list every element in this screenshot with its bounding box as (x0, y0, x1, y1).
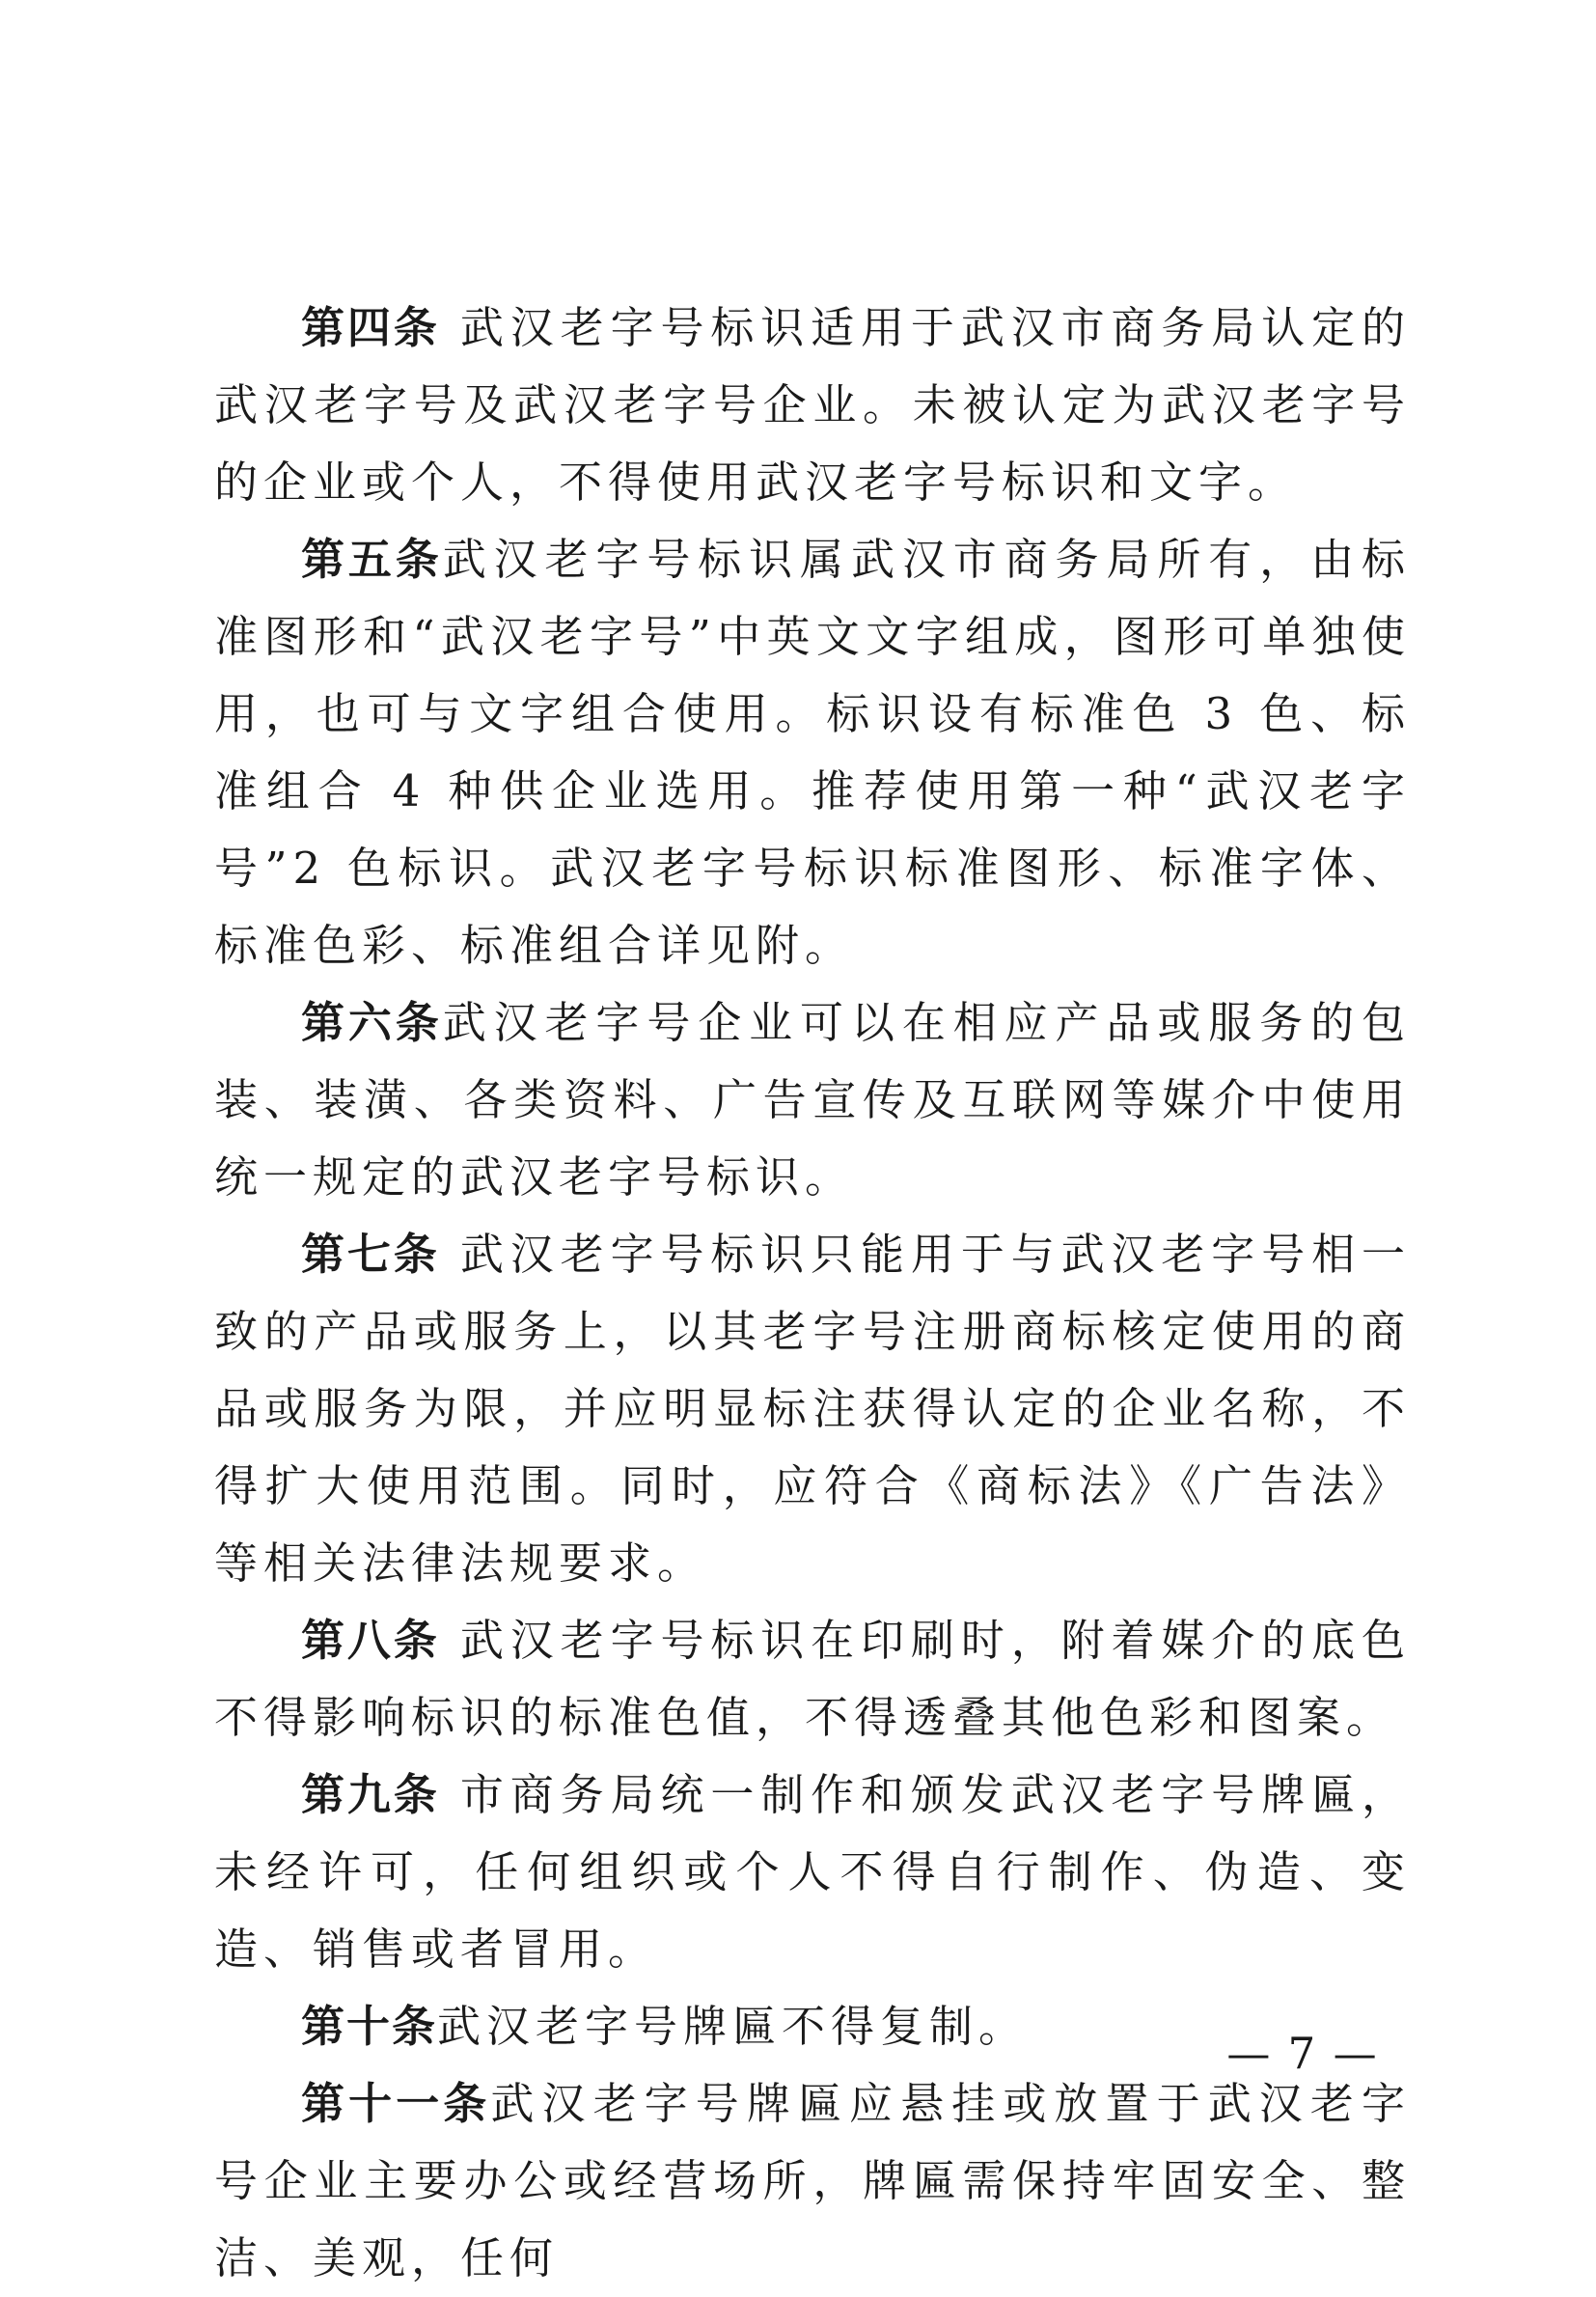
article-text: 武汉老字号标识适用于武汉市商务局认定的武汉老字号及武汉老字号企业。未被认定为武汉老字号的企业或个人，不得使用武汉老字号标识和文字。 (214, 302, 1411, 508)
article-7 (214, 1216, 1411, 1602)
article-heading: 第十一条 (301, 2078, 491, 2129)
article-8 (214, 1602, 1411, 1757)
article-text: 武汉老字号标识属武汉市商务局所有，由标准图形和“武汉老字号”中英文文字组成，图形可单独使用，也可与文字组合使用。标识设有标准色 3 色、标准组合 4 种供企业选用。推荐使用第一种“武汉老字号”2 色标识。武汉老字号标识标准图形、标准字体、标准色彩、标准组合详见附。 (214, 534, 1411, 971)
article-4 (214, 290, 1411, 521)
article-heading: 第十条 (301, 2001, 438, 2052)
document-body (214, 290, 1411, 2297)
page-number: — 7 — (1226, 2028, 1379, 2079)
article-heading: 第五条 (301, 534, 443, 585)
article-text: 武汉老字号企业可以在相应产品或服务的包装、装潢、各类资料、广告宣传及互联网等媒介中使用统一规定的武汉老字号标识。 (214, 997, 1411, 1203)
article-9 (214, 1757, 1411, 1988)
article-text: 武汉老字号标识只能用于与武汉老字号相一致的产品或服务上，以其老字号注册商标核定使用的商品或服务为限，并应明显标注获得认定的企业名称，不得扩大使用范围。同时，应符合《商标法》《广告法》等相关法律法规要求。 (214, 1229, 1411, 1589)
article-6 (214, 984, 1411, 1216)
article-text: 武汉老字号牌匾不得复制。 (437, 2001, 1029, 2052)
article-text: 市商务局统一制作和颁发武汉老字号牌匾，未经许可，任何组织或个人不得自行制作、伪造、变造、销售或者冒用。 (214, 1769, 1411, 1975)
article-text: 武汉老字号标识在印刷时，附着媒介的底色不得影响标识的标准色值，不得透叠其他色彩和图案。 (214, 1615, 1411, 1743)
article-heading: 第八条 (301, 1615, 440, 1666)
article-heading: 第七条 (301, 1229, 440, 1280)
article-11 (214, 2065, 1411, 2297)
article-heading: 第六条 (301, 997, 443, 1048)
article-text: 武汉老字号牌匾应悬挂或放置于武汉老字号企业主要办公或经营场所，牌匾需保持牢固安全、整洁、美观，任何 (214, 2078, 1411, 2283)
article-heading: 第九条 (301, 1769, 440, 1820)
article-5 (214, 521, 1411, 984)
article-heading: 第四条 (301, 302, 440, 353)
